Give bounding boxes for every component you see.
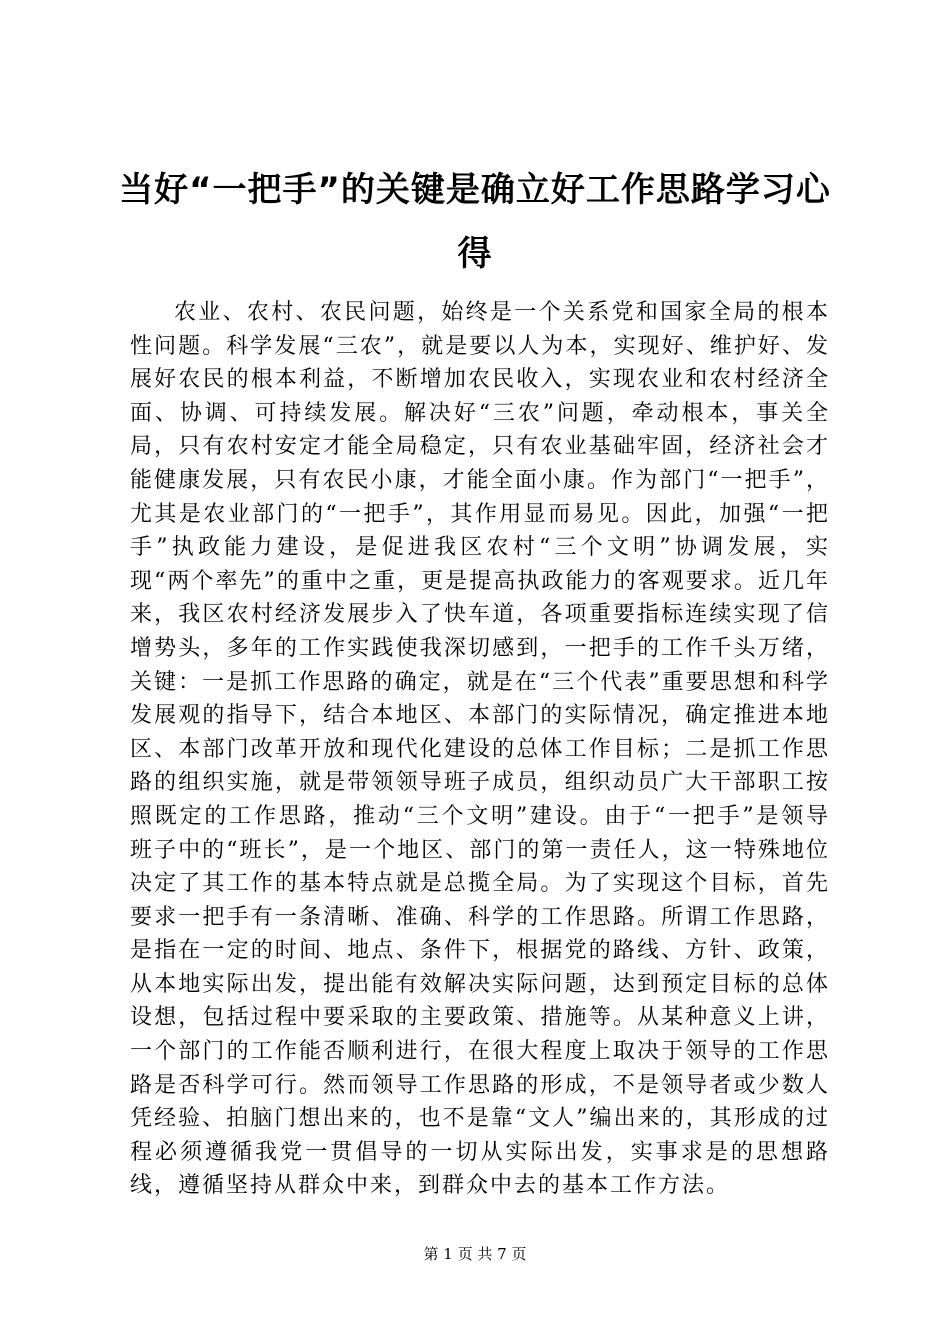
document-title: 当好“一把手”的关键是确立好工作思路学习心得 — [119, 170, 831, 274]
page-footer: 第 1 页 共 7 页 — [423, 1245, 527, 1263]
body-paragraph: 农业、农村、农民问题，始终是一个关系党和国家全局的根本性问题。科学发展“三农”，就是要以人为本，实现好、维护好、发展好农民的根本利益，不断增加农民收入，实现农业和农村经济全面、协调、可持续发展。解决好“三农”问题，牵动根本，事关全局，只有农村安定才能全局稳定，只有农业基础牢固，经济社会才能健康发展，只有农民小康，才能全面小康。作为部门“一把手”，尤其是农业部门的“一把手”，其作用显而易见。因此，加强“一把手”执政能力建设，是促进我区农村“三个文明”协调发展，实现“两个率先”的重中之重，更是提高执政能力的客观要求。近几年来，我区农村经济发展步入了快车道，各项重要指标连续实现了信增势头，多年的工作实践使我深切感到，一把手的工作千头万绪，关键：一是抓工作思路的确定，就是在“三个代表”重要思想和科学发展观的指导下，结合本地区、本部门的实际情况，确定推进本地区、本部门改革开放和现代化建设的总体工作目标；二是抓工作思路的组织实施，就是带领领导班子成员，组织动员广大干部职工按照既定的工作思路，推动“三个文明”建设。由于“一把手”是领导班子中的“班长”，是一个地区、部门的第一责任人，这一特殊地位决定了其工作的基本特点就是总揽全局。为了实现这个目标，首先要求一把手有一条清晰、准确、科学的工作思路。所谓工作思路，是指在一定的时间、地点、条件下，根据党的路线、方针、政策，从本地实际出发，提出能有效解决实际问题，达到预定目标的总体设想，包括过程中要采取的主要政策、措施等。从某种意义上讲，一个部门的工作能否顺利进行，在很大程度上取决于领导的工作思路是否科学可行。然而领导工作思路的形成，不是领导者或少数人凭经验、拍脑门想出来的，也不是靠“文人”编出来的，其形成的过程必须遵循我党一贯倡导的一切从实际出发，实事求是的思想路线，遵循坚持从群众中来，到群众中去的基本工作方法。 — [130, 300, 830, 1199]
